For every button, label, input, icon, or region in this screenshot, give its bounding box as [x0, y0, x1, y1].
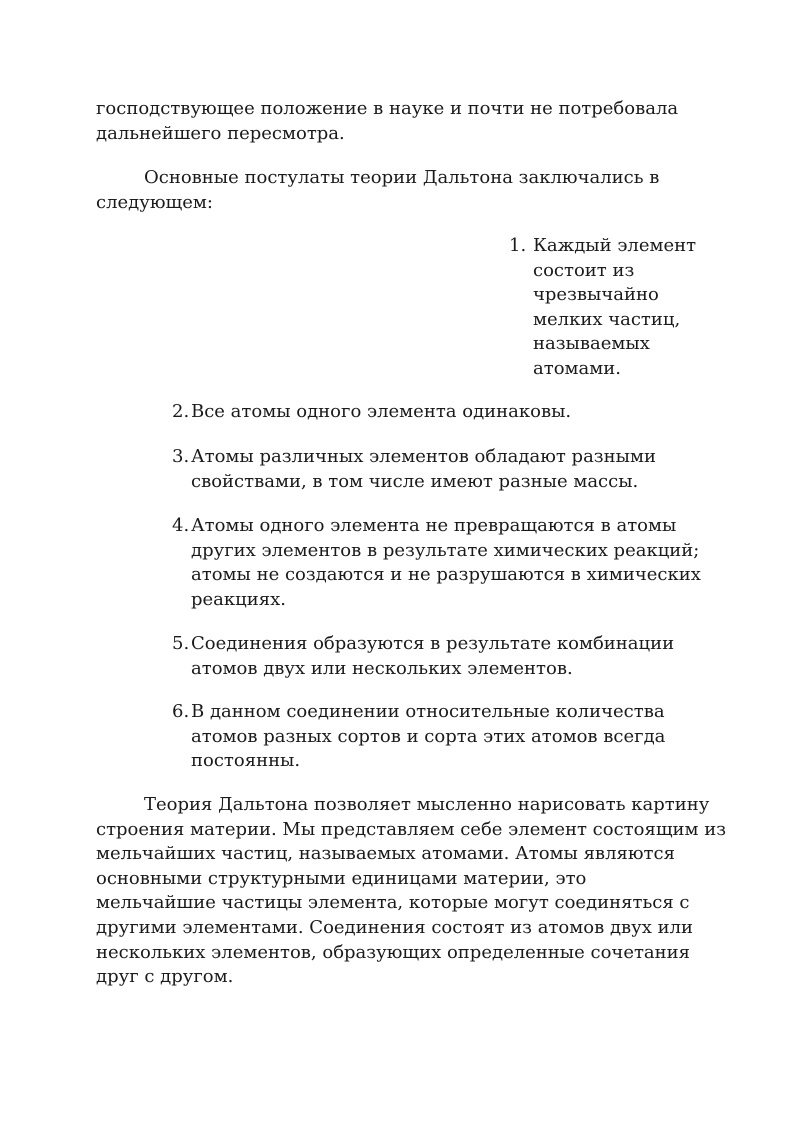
- paragraph-line: господствующее положение в науке и почти не потребовала: [96, 98, 679, 119]
- list-item-number: 5.: [172, 633, 190, 654]
- paragraph-line: мельчайшие частицы элемента, которые могут соединяться с: [96, 892, 690, 914]
- list-item-number: 3.: [172, 446, 190, 467]
- list-item-line: других элементов в результате химических реакций;: [191, 539, 700, 561]
- list-item-line: мелких частиц,: [533, 308, 681, 330]
- list-item-number: 2.: [172, 401, 190, 422]
- list-item-line: Атомы различных элементов обладают разными: [191, 446, 656, 467]
- paragraph-line: следующем:: [96, 191, 213, 213]
- list-item-line: реакциях.: [191, 588, 286, 610]
- paragraph-line: строения материи. Мы представляем себе элемент состоящим из: [96, 818, 727, 840]
- list-item-text: [191, 445, 656, 494]
- list-item-line: атомы не создаются и не разрушаются в химических: [191, 564, 701, 586]
- list-item-text: [191, 400, 571, 425]
- list-item-line: свойствами, в том числе имеют разные массы.: [191, 470, 639, 492]
- list-item-number: 6.: [172, 701, 190, 722]
- paragraph-1: [96, 97, 678, 146]
- list-item-text: [191, 514, 701, 612]
- paragraph-3: [96, 793, 726, 990]
- list-item-line: Все атомы одного элемента одинаковы.: [191, 401, 572, 422]
- list-item-line: атомами.: [533, 357, 621, 379]
- list-item-line: называемых: [533, 333, 650, 355]
- paragraph-line: дальнейшего пересмотра.: [96, 122, 345, 144]
- list-item-number: 4.: [172, 515, 190, 536]
- list-item-line: атомов разных сортов и сорта этих атомов всегда: [191, 725, 666, 747]
- list-item-line: атомов двух или нескольких элементов.: [191, 657, 573, 679]
- list-item-text: [533, 234, 696, 382]
- list-item-line: Каждый элемент: [533, 235, 697, 256]
- list-item-text: [191, 632, 674, 681]
- list-item-line: Соединения образуются в результате комбинации: [191, 633, 675, 654]
- paragraph-2: [96, 166, 659, 215]
- list-item-line: чрезвычайно: [533, 284, 659, 306]
- list-item-line: Атомы одного элемента не превращаются в атомы: [191, 515, 677, 536]
- paragraph-line: мельчайших частиц, называемых атомами. Атомы являются: [96, 843, 675, 865]
- list-item-number: 1.: [509, 235, 527, 256]
- paragraph-line: друг с другом.: [96, 966, 234, 988]
- list-item-line: В данном соединении относительные количества: [191, 701, 665, 722]
- paragraph-line: другими элементами. Соединения состоят из атомов двух или: [96, 916, 694, 938]
- paragraph-line: Основные постулаты теории Дальтона заключались в: [144, 167, 660, 188]
- paragraph-line: Теория Дальтона позволяет мысленно нарисовать картину: [144, 794, 710, 815]
- list-item-text: [191, 700, 665, 774]
- paragraph-line: нескольких элементов, образующих определенные сочетания: [96, 941, 691, 963]
- list-item-line: постоянны.: [191, 750, 301, 772]
- paragraph-line: основными структурными единицами материи, это: [96, 867, 587, 889]
- list-item-line: состоит из: [533, 259, 635, 281]
